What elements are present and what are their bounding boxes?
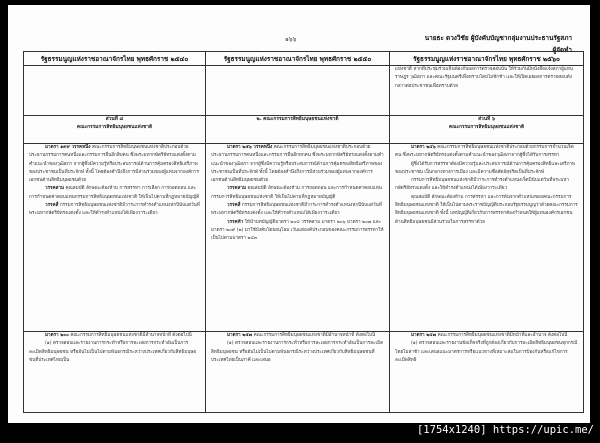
paragraph [29, 332, 200, 340]
section-text: คณะกรรมการสิทธิมนุษยชนแห่งชาติประกอบด้วยกรรมการจำนวนเจ็ดคน ซึ่งพระมหากษัตริย์ทรงแต่งตั้งตามคำแนะนำของวุฒิสภาจากผู้ซึ่งได้รับการสรรหา [395, 145, 574, 159]
cell-2540-intro [24, 66, 206, 116]
paragraph: กรรมการสิทธิมนุษยชนแห่งชาติมีวาระการดำรงตำแหน่งเจ็ดปีนับแต่วันที่พระมหากษัตริย์ทรงแต่งตั้ง และให้ดำรงตำแหน่งได้เพียงวาระเดียว [395, 178, 569, 192]
cell-2560-section-246 [390, 144, 584, 332]
cell-2550-part [206, 116, 390, 144]
paragraph [395, 332, 578, 340]
table-row-part-heading [24, 116, 584, 144]
table-row [24, 144, 584, 332]
table-row [24, 66, 584, 116]
cell-2540-section-199 [24, 144, 206, 332]
paragraph [29, 185, 200, 202]
attribution-author: นายธะ ดวงวิชัย ผู้บังคับบัญชากลุ่มงานประธานรัฐสภา [424, 34, 572, 42]
part-title: คณะกรรมการสิทธิมนุษยชนแห่งชาติ [448, 125, 525, 131]
paragraph: (๑) ตรวจสอบและรายงานข้อเท็จจริงที่ถูกต้องเกี่ยวกับการละเมิดสิทธิมนุษยชนทุกกรณีโดยไม่ล่าช้า และเสนอแนะมาตรการหรือแนวทางที่เหมาะสมในการป้องกันหรือแก้ไขการละเมิดสิทธิ [395, 341, 578, 363]
document-page [8, 5, 590, 423]
page-number: ๑๖๖ [285, 36, 297, 43]
part-title: คณะกรรมการสิทธิมนุษยชนแห่งชาติ [76, 125, 153, 131]
paragraph [211, 202, 384, 219]
section-label: วรรคสาม [227, 186, 246, 192]
paragraph [211, 219, 384, 244]
section-label: มาตรา ๑๙๙ วรรคหนึ่ง [45, 145, 91, 150]
section-text: ให้นำบทบัญญัติมาตรา ๒๐๔ วรรคสาม มาตรา ๒๐๖ มาตรา ๒๐๗ และมาตรา ๒๐๙ (๒) มาใช้บังคับโดยอนุโลม เว้นแต่องค์ประกอบของคณะกรรมการสรรหาให้เป็นไปตามมาตรา ๒๔๓ [211, 219, 384, 242]
section-label: มาตรา ๒๔๖ [411, 145, 436, 150]
cell-2550-intro [206, 66, 390, 116]
paragraph [211, 332, 384, 340]
section-text: คณะกรรมการสิทธิมนุษยชนแห่งชาติมีหน้าที่และอำนาจ ดังต่อไปนี้ [436, 333, 568, 338]
paragraph [29, 144, 200, 185]
paragraph: (๑) ตรวจสอบและรายงานการกระทำหรือการละเลยการกระทำอันเป็นการละเมิดสิทธิมนุษยชน หรืออันไม่เป็นไปตามพันธกรณีระหว่างประเทศเกี่ยวกับสิทธิมนุษยชนที่ประเทศไทยเป็น [29, 341, 197, 363]
cell-2540-part [24, 116, 206, 144]
table-row [24, 332, 584, 413]
paragraph: คุณสมบัติ ลักษณะต้องห้าม การสรรหา และการพ้นจากตำแหน่งของคณะกรรมการสิทธิมนุษยชนแห่งชาติ ให้เป็นไปตามพระราชบัญญัติประกอบรัฐธรรมนูญว่าด้วยคณะกรรมการสิทธิมนุษยชนแห่งชาติ ทั้งนี้ บทบัญญัติเกี่ยวกับการสรรหาต้องกำหนดให้ผู้แทนองค์กรเอกชนด้านสิทธิมนุษยชนมีส่วนร่วมในการสรรหาด้วย [395, 194, 578, 225]
paragraph [395, 144, 578, 161]
cell-2540-section-200 [24, 332, 206, 413]
header-constitution-2540: รัฐธรรมนูญแห่งราชอาณาจักรไทย พุทธศักราช ๒๕๔๐ [24, 52, 206, 66]
section-text: กรรมการสิทธิมนุษยชนแห่งชาติมีวาระการดำรงตำแหน่งหกปีนับแต่วันที่พระมหากษัตริย์ทรงแต่งตั้ง และให้ดำรงตำแหน่งได้เพียงวาระเดียว [29, 203, 200, 217]
section-label: วรรคสี่ [45, 203, 59, 209]
table-header-row [24, 52, 584, 66]
section-label: มาตรา ๒๐๐ [45, 333, 69, 338]
constitution-comparison-table [23, 51, 584, 413]
paragraph [211, 144, 384, 185]
section-text: คณะกรรมการสิทธิมนุษยชนแห่งชาติประกอบด้วยประธานกรรมการคนหนึ่งและกรรมการอื่นอีกสิบคน ซึ่งพระมหากษัตริย์ทรงแต่งตั้งตามคำแนะนำของวุฒิสภา จากผู้ซึ่งมีความรู้หรือประสบการณ์ด้านการคุ้มครองสิทธิเสรีภาพของประชาชนเป็นที่ประจักษ์ ทั้งนี้ โดยต้องคำนึงถึงการมีส่วนร่วมของผู้แทนจากองค์การเอกชนด้านสิทธิมนุษยชนด้วย [29, 145, 199, 184]
section-label: วรรคห้า [227, 219, 244, 225]
cell-2560-part [390, 116, 584, 144]
section-text: คณะกรรมการสิทธิมนุษยชนแห่งชาติมีอำนาจหน้าที่ ดังต่อไปนี้ [68, 333, 192, 338]
section-text: กรรมการสิทธิมนุษยชนแห่งชาติมีวาระการดำรงตำแหน่งหกปีนับแต่วันที่พระมหากษัตริย์ทรงแต่งตั้ง และให้ดำรงตำแหน่งได้เพียงวาระเดียว [211, 203, 382, 217]
header-constitution-2560: รัฐธรรมนูญแห่งราชอาณาจักรไทย พุทธศักราช ๒๕๖๐ [390, 52, 584, 66]
part-number: ส่วนที่ ๖ [478, 117, 495, 122]
section-label: วรรคสี่ [227, 203, 241, 209]
part-title: ๒. คณะกรรมการสิทธิมนุษยชนแห่งชาติ [256, 117, 339, 122]
section-label: มาตรา ๒๕๖ วรรคหนึ่ง [227, 145, 273, 150]
section-label: วรรคสาม [45, 186, 64, 192]
section-text: คณะกรรมการสิทธิมนุษยชนแห่งชาติประกอบด้วย ประธานกรรมการคนหนึ่งและกรรมการอื่นอีกหกคน ซึ่งพระมหากษัตริย์ทรงแต่งตั้งตามคำแนะนำของวุฒิสภา จากผู้ซึ่งมีความรู้หรือประสบการณ์ด้านการคุ้มครองสิทธิเสรีภาพของประชาชนเป็นที่ประจักษ์ ทั้งนี้ โดยต้องคำนึงถึงการมีส่วนร่วมของผู้แทนจากองค์การเอกชนด้านสิทธิมนุษยชนด้วย [211, 145, 384, 184]
section-label: มาตรา ๒๔๗ [411, 333, 437, 338]
header-constitution-2550: รัฐธรรมนูญแห่งราชอาณาจักรไทย พุทธศักราช ๒๕๕๐ [206, 52, 390, 66]
cell-2560-section-247 [390, 332, 584, 413]
image-host-watermark: [1754x1240] https://upic.me/ [416, 424, 594, 436]
paragraph [29, 202, 200, 219]
part-number: ส่วนที่ ๘ [105, 117, 124, 122]
cell-2560-intro: แห่งชาติ หากที่ประชุมร่วมเห็นพ้องกับผลการตรวจสอบนั้น ให้ร่วมกันมีหนังสือแจ้งสภาผู้แทนราษฎร วุฒิสภา และคณะรัฐมนตรีเพื่อทราบโดยไม่ชักช้า และให้เปิดเผยผลการตรวจสอบดังกล่าวต่อประชาชนเพื่อทราบด้วย [390, 66, 584, 116]
paragraph [211, 185, 384, 202]
cell-2550-section-256 [206, 144, 390, 332]
paragraph: (๑) ตรวจสอบและรายงานการกระทำหรือการละเลยการกระทำอันเป็นการละเมิดสิทธิมนุษยชน หรืออันไม่เป็นไปตามพันธกรณีระหว่างประเทศเกี่ยวกับสิทธิมนุษยชนที่ประเทศไทยเป็นภาคี และเสนอ [211, 341, 384, 363]
attribution-role: ผู้จัดทำ [552, 46, 572, 54]
section-text: คณะกรรมการสิทธิมนุษยชนแห่งชาติมีอำนาจหน้าที่ ดังต่อไปนี้ [252, 333, 376, 338]
paragraph: ผู้ซึ่งได้รับการสรรหาต้องมีความรู้และประสบการณ์ด้านการคุ้มครองสิทธิและเสรีภาพของประชาชน เป็นกลางทางการเมือง และมีความซื่อสัตย์สุจริตเป็นที่ประจักษ์ [395, 161, 576, 175]
section-text: คุณสมบัติ ลักษณะต้องห้าม การสรรหา การเลือก การถอดถอน และการกำหนดค่าตอบแทนกรรมการสิทธิมนุษยชนแห่งชาติ ให้เป็นไปตามที่กฎหมายบัญญัติ [29, 186, 200, 200]
section-text: คุณสมบัติ ลักษณะต้องห้าม การถอดถอน และการกำหนดค่าตอบแทนกรรมการสิทธิมนุษยชนแห่งชาติ ให้เป็นไปตามที่กฎหมายบัญญัติ [211, 186, 382, 200]
cell-2550-section-257 [206, 332, 390, 413]
section-label: มาตรา ๒๕๗ [227, 333, 253, 338]
